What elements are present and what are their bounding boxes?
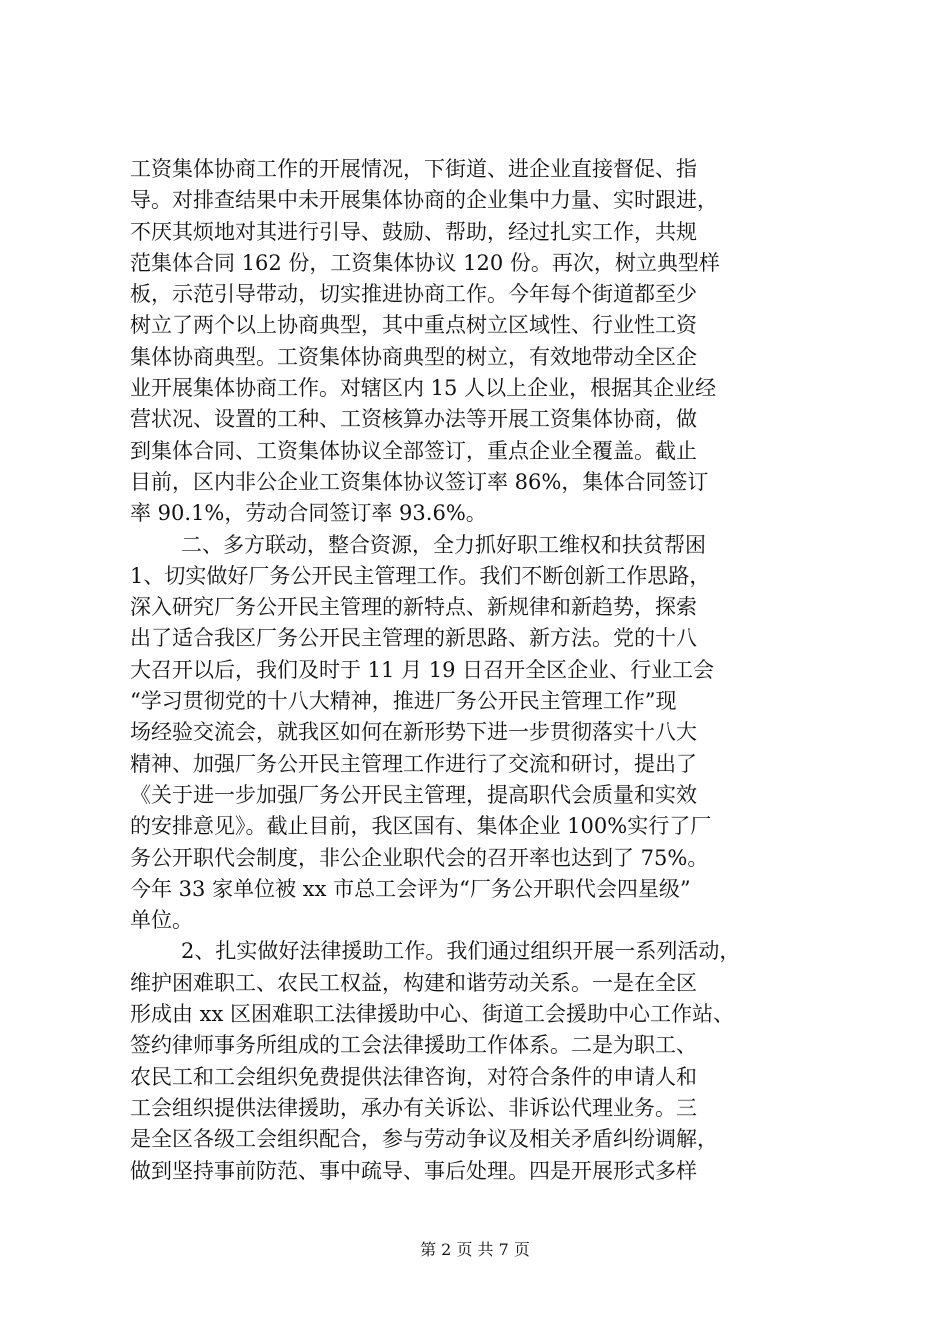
text-line: 集体协商典型。工资集体协商典型的树立，有效地带动全区企 (130, 344, 697, 369)
text-line: 场经验交流会，就我区如何在新形势下进一步贯彻落实十八大 (130, 720, 697, 745)
text-line: 板，示范引导带动，切实推进协商工作。今年每个街道都至少 (130, 282, 697, 307)
text-line: 业开展集体协商工作。对辖区内 15 人以上企业，根据其企业经 (130, 376, 717, 401)
page-number: 第 2 页 共 7 页 (420, 1240, 530, 1259)
text-line: 工会组织提供法律援助，承办有关诉讼、非诉讼代理业务。三 (130, 1095, 697, 1120)
body-text (130, 154, 830, 1187)
text-line: 2、扎实做好法律援助工作。我们通过组织开展一系列活动， (181, 939, 741, 964)
section-heading: 二、多方联动，整合资源，全力抓好职工维权和扶贫帮困 (181, 532, 706, 557)
text-line: 范集体合同 162 份，工资集体协议 120 份。再次，树立典型样 (130, 250, 720, 275)
text-line: 不厌其烦地对其进行引导、鼓励、帮助，经过扎实工作，共规 (130, 219, 697, 244)
text-line: 是全区各级工会组织配合，参与劳动争议及相关矛盾纠纷调解， (130, 1127, 718, 1152)
page-footer (0, 1240, 950, 1260)
text-line: 营状况、设置的工种、工资核算办法等开展工资集体协商，做 (130, 407, 697, 432)
text-line: 今年 33 家单位被 xx 市总工会评为“厂务公开职代会四星级” (130, 876, 691, 901)
text-line: 《关于进一步加强厂务公开民主管理，提高职代会质量和实效 (130, 782, 697, 807)
text-line: 目前，区内非公企业工资集体协议签订率 86%，集体合同签订 (130, 469, 709, 494)
text-line: “学习贯彻党的十八大精神，推进厂务公开民主管理工作”现 (130, 689, 677, 714)
text-line: 形成由 xx 区困难职工法律援助中心、街道工会援助中心工作站、 (130, 1002, 735, 1027)
text-line: 单位。 (130, 908, 193, 933)
text-line: 到集体合同、工资集体协议全部签订，重点企业全覆盖。截止 (130, 438, 697, 463)
text-line: 的安排意见》。截止目前，我区国有、集体企业 100%实行了厂 (130, 814, 712, 839)
text-line: 精神、加强厂务公开民主管理工作进行了交流和研讨，提出了 (130, 751, 697, 776)
text-line: 1、切实做好厂务公开民主管理工作。我们不断创新工作思路， (130, 563, 711, 588)
text-line: 工资集体协商工作的开展情况，下街道、进企业直接督促、指 (130, 157, 697, 181)
text-line: 深入研究厂务公开民主管理的新特点、新规律和新趋势，探索 (130, 595, 697, 620)
text-line: 大召开以后，我们及时于 11 月 19 日召开全区企业、行业工会 (130, 657, 715, 682)
text-line: 出了适合我区厂务公开民主管理的新思路、新方法。党的十八 (130, 626, 697, 651)
text-line: 树立了两个以上协商典型，其中重点树立区域性、行业性工资 (130, 313, 697, 338)
text-line: 做到坚持事前防范、事中疏导、事后处理。四是开展形式多样 (130, 1158, 697, 1183)
text-line: 务公开职代会制度，非公企业职代会的召开率也达到了 75%。 (130, 845, 709, 870)
text-line: 率 90.1%，劳动合同签订率 93.6%。 (130, 501, 487, 526)
text-line: 签约律师事务所组成的工会法律援助工作体系。二是为职工、 (130, 1033, 697, 1058)
text-line: 维护困难职工、农民工权益，构建和谐劳动关系。一是在全区 (130, 970, 697, 995)
text-line: 导。对排查结果中未开展集体协商的企业集中力量、实时跟进， (130, 188, 718, 213)
text-line: 农民工和工会组织免费提供法律咨询，对符合条件的申请人和 (130, 1064, 697, 1089)
